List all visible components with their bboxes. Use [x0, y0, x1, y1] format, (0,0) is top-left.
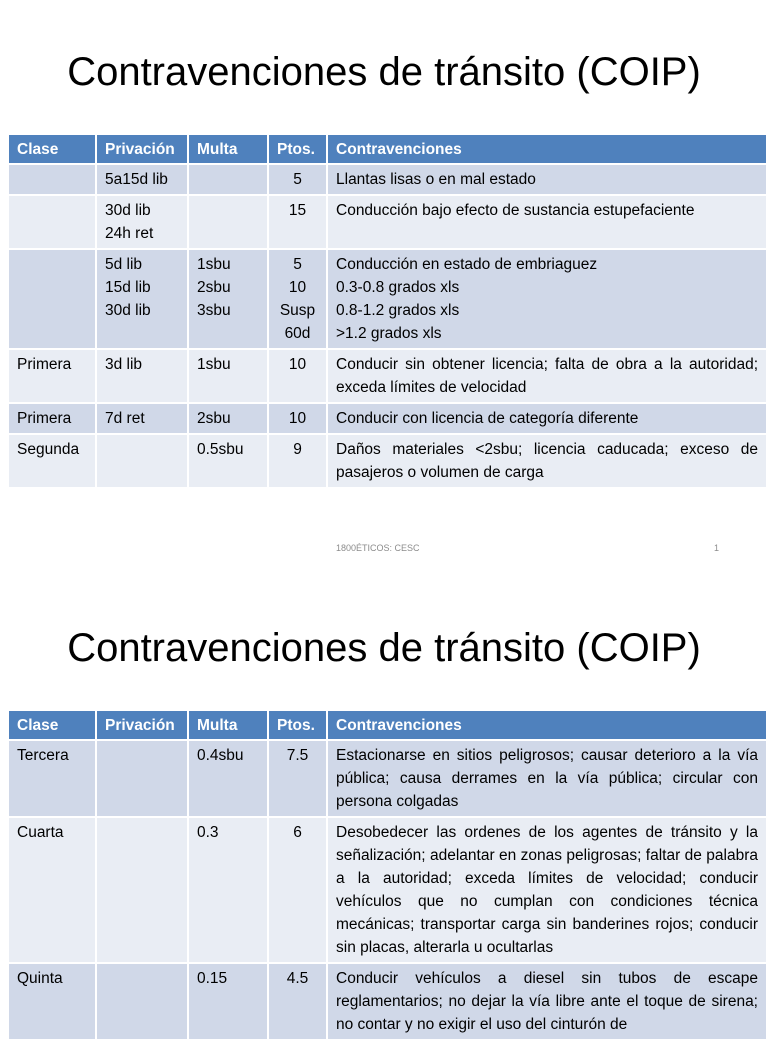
cell-multa-line: 2sbu — [197, 410, 231, 427]
cell-contravenciones-line: >1.2 grados xls — [336, 325, 442, 342]
cell-privacion — [96, 963, 188, 1039]
cell-privacion-line: 3d lib — [105, 356, 143, 373]
cell-contravenciones-line: Llantas lisas o en mal estado — [336, 171, 536, 188]
cell-contravenciones-line: Desobedecer las ordenes de los agentes de tránsito y la señalización; adelantar en zonas peligrosas; faltar de palabra a la autoridad; exceda límites de velocidad; conducir vehículos que no cumplan con condiciones técnica mecánicas; transportar carga sin banderines rojos; conducir sin placas, alterarla u ocultarlas — [336, 824, 758, 956]
cell-ptos — [268, 963, 327, 1039]
cell-clase: Primera — [9, 349, 96, 403]
cell-contravenciones — [327, 164, 766, 195]
footer-text: 1800ÉTICOS: CESC — [336, 543, 420, 553]
cell-ptos — [268, 403, 327, 434]
cell-multa-line: 3sbu — [197, 302, 231, 319]
cell-multa-line: 0.5sbu — [197, 441, 244, 458]
cell-privacion-line: 7d ret — [105, 410, 145, 427]
cell-clase — [9, 195, 96, 249]
cell-clase — [9, 164, 96, 195]
cell-privacion — [96, 195, 188, 249]
cell-multa-line: 0.4sbu — [197, 747, 244, 764]
cell-privacion — [96, 403, 188, 434]
table-header-row — [9, 135, 766, 164]
cell-ptos — [268, 817, 327, 963]
cell-ptos-line: 9 — [293, 441, 302, 458]
cell-multa — [188, 817, 268, 963]
table-row — [9, 963, 766, 1039]
header-contravenciones: Contravenciones — [327, 135, 766, 164]
table-row — [9, 195, 766, 249]
header-ptos: Ptos. — [268, 135, 327, 164]
cell-privacion-line: 15d lib — [105, 279, 151, 296]
cell-multa — [188, 740, 268, 817]
cell-contravenciones-line: Estacionarse en sitios peligrosos; causar deterioro a la vía pública; causa derrames en la vía pública; circular con persona colgadas — [336, 747, 758, 810]
cell-multa-line: 0.15 — [197, 970, 228, 987]
cell-ptos-line: 4.5 — [286, 970, 309, 987]
cell-privacion — [96, 164, 188, 195]
header-contravenciones: Contravenciones — [327, 711, 766, 740]
cell-multa — [188, 349, 268, 403]
cell-multa-line: 0.3 — [197, 824, 219, 841]
cell-clase: Segunda — [9, 434, 96, 487]
cell-contravenciones-line: Daños materiales <2sbu; licencia caducada; exceso de pasajeros o volumen de carga — [336, 441, 758, 481]
cell-multa — [188, 249, 268, 349]
cell-contravenciones — [327, 403, 766, 434]
cell-ptos — [268, 164, 327, 195]
table-row — [9, 434, 766, 487]
cell-multa — [188, 164, 268, 195]
cell-contravenciones — [327, 195, 766, 249]
header-multa: Multa — [188, 135, 268, 164]
cell-ptos-line: 10 — [288, 279, 307, 296]
cell-contravenciones — [327, 349, 766, 403]
contraventions-table — [9, 711, 766, 1039]
slide-2 — [0, 576, 768, 1033]
cell-contravenciones — [327, 249, 766, 349]
table-row — [9, 349, 766, 403]
cell-multa — [188, 963, 268, 1039]
cell-privacion — [96, 434, 188, 487]
cell-privacion-line: 30d lib — [105, 302, 151, 319]
header-multa: Multa — [188, 711, 268, 740]
cell-multa — [188, 195, 268, 249]
cell-multa-line: 1sbu — [197, 256, 231, 273]
header-clase: Clase — [9, 135, 96, 164]
contraventions-table — [9, 135, 766, 487]
cell-ptos — [268, 349, 327, 403]
cell-privacion — [96, 349, 188, 403]
slide-title: Contravenciones de tránsito (COIP) — [67, 50, 701, 94]
cell-contravenciones — [327, 740, 766, 817]
cell-multa — [188, 403, 268, 434]
cell-ptos — [268, 434, 327, 487]
cell-privacion-line: 5a15d lib — [105, 171, 168, 188]
header-privacion: Privación — [96, 135, 188, 164]
cell-clase: Quinta — [9, 963, 96, 1039]
cell-ptos — [268, 249, 327, 349]
cell-contravenciones-line: 0.3-0.8 grados xls — [336, 279, 460, 296]
cell-contravenciones-line: 0.8-1.2 grados xls — [336, 302, 460, 319]
cell-contravenciones-line: Conducir con licencia de categoría diferente — [336, 410, 639, 427]
cell-ptos-line: 10 — [288, 356, 307, 373]
slide-title: Contravenciones de tránsito (COIP) — [67, 626, 701, 670]
cell-contravenciones — [327, 963, 766, 1039]
cell-contravenciones — [327, 817, 766, 963]
table-row — [9, 817, 766, 963]
table-row — [9, 403, 766, 434]
cell-contravenciones-line: Conducir sin obtener licencia; falta de obra a la autoridad; exceda límites de velocidad — [336, 356, 758, 396]
cell-clase: Cuarta — [9, 817, 96, 963]
cell-ptos-line: Susp — [279, 302, 316, 319]
cell-ptos-line: 10 — [288, 410, 307, 427]
cell-ptos — [268, 740, 327, 817]
cell-contravenciones-line: Conducción en estado de embriaguez — [336, 256, 598, 273]
cell-multa-line: 2sbu — [197, 279, 231, 296]
slide-number: 1 — [714, 543, 720, 553]
cell-privacion — [96, 817, 188, 963]
cell-privacion — [96, 740, 188, 817]
cell-multa-line: 1sbu — [197, 356, 231, 373]
header-clase: Clase — [9, 711, 96, 740]
cell-ptos-line: 60d — [284, 325, 311, 342]
cell-ptos-line: 6 — [293, 824, 302, 841]
cell-ptos-line: 15 — [288, 202, 307, 219]
table-row — [9, 164, 766, 195]
cell-ptos — [268, 195, 327, 249]
cell-privacion-line: 30d lib — [105, 202, 151, 219]
table-row — [9, 740, 766, 817]
cell-contravenciones-line: Conducción bajo efecto de sustancia estupefaciente — [336, 202, 695, 219]
cell-contravenciones-line: Conducir vehículos a diesel sin tubos de escape reglamentarios; no dejar la vía libre ante el toque de sirena; no contar y no exigir el uso del cinturón de — [336, 970, 758, 1033]
cell-clase: Primera — [9, 403, 96, 434]
cell-privacion-line: 5d lib — [105, 256, 143, 273]
cell-ptos-line: 5 — [293, 171, 302, 188]
table-row — [9, 249, 766, 349]
cell-privacion-line: 24h ret — [105, 225, 154, 242]
cell-privacion — [96, 249, 188, 349]
cell-ptos-line: 7.5 — [286, 747, 309, 764]
cell-multa — [188, 434, 268, 487]
cell-ptos-line: 5 — [293, 256, 302, 273]
cell-contravenciones — [327, 434, 766, 487]
cell-clase: Tercera — [9, 740, 96, 817]
cell-clase — [9, 249, 96, 349]
header-ptos: Ptos. — [268, 711, 327, 740]
table-header-row — [9, 711, 766, 740]
header-privacion: Privación — [96, 711, 188, 740]
